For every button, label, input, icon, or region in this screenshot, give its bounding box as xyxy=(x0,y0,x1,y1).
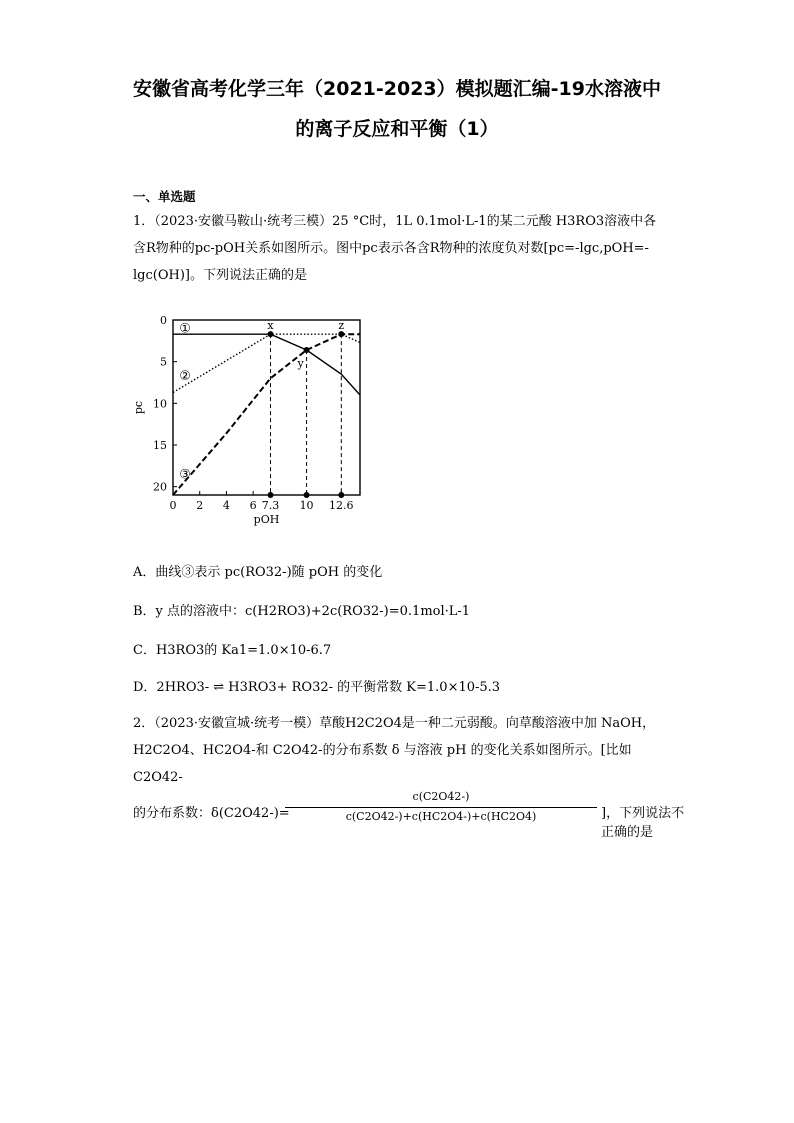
pc-poh-chart xyxy=(132,314,373,526)
y-tick-label: 5 xyxy=(160,355,167,369)
x-tick-label: 10 xyxy=(299,499,314,512)
point-label-x: x xyxy=(267,319,274,333)
question-2-text: 2．（2023·安徽宣城·统考一模）草酸H2C2O4是一种二元弱酸。向草酸溶液中加 NaOH，H2C2O4、HC2O4-和 C2O42-的分布系数 δ 与溶液 pH 的变化关系如图所示。[比如 C2O42- xyxy=(133,716,656,785)
question-1-option-d: D．2HRO3- ⇌ H3RO3+ RO32- 的平衡常数 K=1.0×10-5.3 xyxy=(133,680,501,695)
plot-frame xyxy=(173,320,360,495)
question-1-option-b: B．y 点的溶液中：c(H2RO3)+2c(RO32-)=0.1mol·L-1 xyxy=(133,604,471,619)
curve-label-2: ② xyxy=(179,369,191,384)
x-tick-label: 6 xyxy=(249,499,257,512)
axis-dot-z xyxy=(338,492,344,498)
question-1-option-c: C．H3RO3的 Ka1=1.0×10-6.7 xyxy=(133,643,332,658)
x-tick-label: 12.6 xyxy=(329,499,354,512)
question-1-option-a: A．曲线③表示 pc(RO32-)随 pOH 的变化 xyxy=(133,565,383,580)
curve-label-3: ③ xyxy=(179,467,191,483)
formula-denominator: c(C2O42-)+c(HC2O4-)+c(HC2O4) xyxy=(345,810,537,823)
axis-dot-x xyxy=(268,492,274,498)
x-tick-label: 7.3 xyxy=(261,499,280,512)
distribution-formula xyxy=(133,790,693,840)
formula-numerator: c(C2O42-) xyxy=(412,790,470,803)
y-tick-label: 10 xyxy=(153,397,167,411)
chart-layer xyxy=(132,314,360,526)
doc-title-line2: 的离子反应和平衡（1） xyxy=(295,118,499,140)
y-tick-label: 20 xyxy=(153,480,167,494)
x-axis-label: pOH xyxy=(253,513,280,526)
curve-label-1: ① xyxy=(179,321,191,337)
axis-dot-y xyxy=(304,492,310,498)
doc-title-line1: 安徽省高考化学三年（2021-2023）模拟题汇编-19水溶液中 xyxy=(133,78,661,100)
point-label-z: z xyxy=(338,319,345,333)
point-label-y: y xyxy=(297,357,304,370)
point-y xyxy=(304,347,310,353)
formula-tail: ]，下列说法不正确的是 xyxy=(601,806,685,840)
section-heading: 一、单选题 xyxy=(133,189,196,204)
formula-lead: 的分布系数：δ(C2O42-)= xyxy=(133,806,290,821)
x-tick-label: 4 xyxy=(222,499,230,512)
formula-fraction xyxy=(285,790,597,823)
y-axis-label: pc xyxy=(132,400,145,415)
x-tick-label: 2 xyxy=(196,499,204,512)
y-tick-label: 0 xyxy=(160,314,167,327)
y-tick-label: 15 xyxy=(153,439,167,452)
series-curve-1 xyxy=(173,334,360,395)
question-1-text: 1．（2023·安徽马鞍山·统考三模）25 °C时，1L 0.1mol·L-1的某二元酸 H3RO3溶液中各含R物种的pc-pOH关系如图所示。图中pc表示各含R物种的浓度负对数[pc=-lgc,pOH=-lgc(OH)]。下列说法正确的是 xyxy=(133,214,657,283)
x-tick-label: 0 xyxy=(169,499,177,512)
series-curve-3 xyxy=(173,334,360,495)
